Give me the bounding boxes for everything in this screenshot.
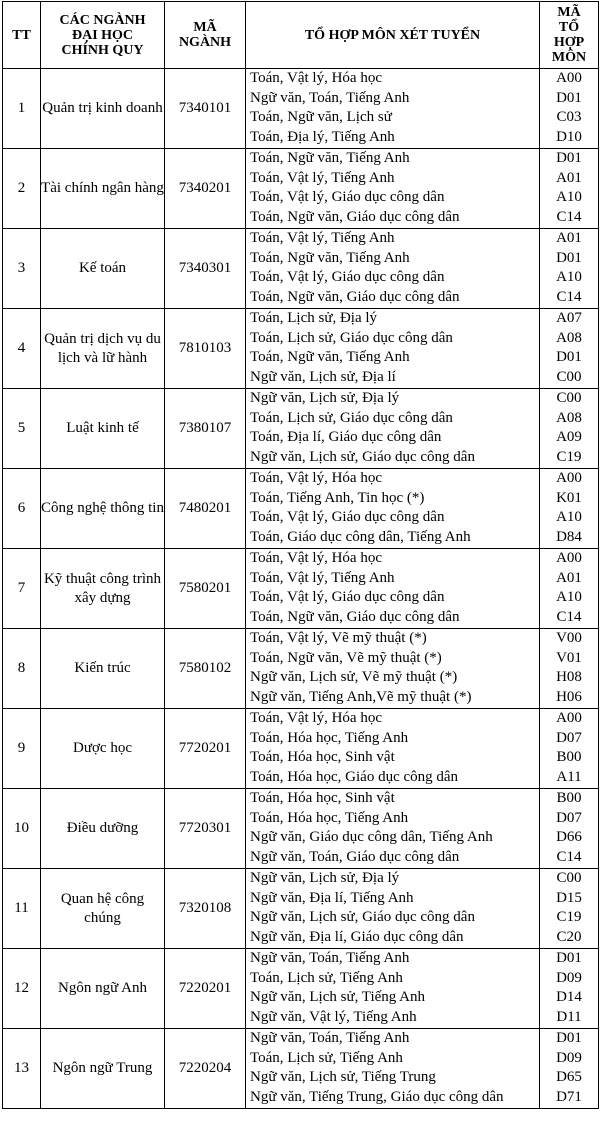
subject-combination: Toán, Vật lý, Tiếng Anh <box>250 169 395 186</box>
subject-combination: Ngữ văn, Giáo dục công dân, Tiếng Anh <box>250 829 493 845</box>
table-row <box>3 69 599 149</box>
subject-combination: Toán, Lịch sử, Tiếng Anh <box>250 969 403 986</box>
combination-code: C14 <box>556 608 582 625</box>
major-code: 7580201 <box>165 549 246 629</box>
subject-combination: Ngữ văn, Lịch sử, Địa lý <box>250 390 400 406</box>
subject-combination-list <box>246 389 540 469</box>
combination-code: A10 <box>556 269 582 285</box>
subject-combination-list <box>246 1029 540 1109</box>
combination-code: D11 <box>556 1008 582 1025</box>
subject-combination: Toán, Lịch sử, Giáo dục công dân <box>250 329 453 346</box>
combination-code-list <box>540 149 599 229</box>
subject-combination: Toán, Lịch sử, Giáo dục công dân <box>250 409 453 426</box>
subject-combination-list <box>246 789 540 869</box>
combination-code: D65 <box>556 1069 582 1085</box>
combination-code: D09 <box>556 1049 582 1066</box>
subject-combination: Ngữ văn, Lịch sử, Giáo dục công dân <box>250 448 475 465</box>
subject-combination: Ngữ văn, Lịch sử, Tiếng Trung <box>250 1069 436 1085</box>
combination-code: B00 <box>556 790 582 806</box>
header-subject-combinations: TỔ HỢP MÔN XÉT TUYỂN <box>246 2 540 69</box>
admissions-table <box>2 1 599 1109</box>
major-name: Công nghệ thông tin <box>41 469 165 549</box>
table-row <box>3 389 599 469</box>
subject-combination: Toán, Vật lý, Giáo dục công dân <box>250 509 445 525</box>
subject-combination: Toán, Giáo dục công dân, Tiếng Anh <box>250 528 471 545</box>
combination-code-list <box>540 309 599 389</box>
subject-combination-list <box>246 949 540 1029</box>
subject-combination: Ngữ văn, Lịch sử, Địa lý <box>250 870 400 886</box>
subject-combination: Ngữ văn, Toán, Giáo dục công dân <box>250 848 460 865</box>
combination-code: A09 <box>556 429 582 445</box>
combination-code: A11 <box>556 768 582 785</box>
major-code: 7580102 <box>165 629 246 709</box>
row-number: 6 <box>3 469 41 549</box>
subject-combination: Ngữ văn, Lịch sử, Giáo dục công dân <box>250 909 475 925</box>
subject-combination-list <box>246 869 540 949</box>
subject-combination: Ngữ văn, Toán, Tiếng Anh <box>250 950 410 966</box>
combination-code: A08 <box>556 329 582 346</box>
header-tt: TT <box>3 2 41 69</box>
combination-code-list <box>540 389 599 469</box>
subject-combination: Toán, Vật lý, Tiếng Anh <box>250 230 395 246</box>
subject-combination: Toán, Vật lý, Hóa học <box>250 710 382 726</box>
combination-code: A01 <box>556 230 582 246</box>
table-row <box>3 1029 599 1109</box>
subject-combination: Ngữ văn, Lịch sử, Tiếng Anh <box>250 989 426 1005</box>
table-row <box>3 549 599 629</box>
combination-code: D71 <box>556 1088 582 1105</box>
major-code: 7340201 <box>165 149 246 229</box>
subject-combination-list <box>246 309 540 389</box>
table-body <box>3 69 599 1109</box>
subject-combination: Toán, Hóa học, Giáo dục công dân <box>250 768 459 785</box>
subject-combination: Toán, Địa lý, Tiếng Anh <box>250 128 395 145</box>
major-code: 7810103 <box>165 309 246 389</box>
subject-combination: Ngữ văn, Lịch sử, Vẽ mỹ thuật (*) <box>250 669 458 685</box>
table-row <box>3 309 599 389</box>
subject-combination: Ngữ văn, Toán, Tiếng Anh <box>250 1030 410 1046</box>
row-number: 12 <box>3 949 41 1029</box>
subject-combination: Ngữ văn, Vật lý, Tiếng Anh <box>250 1008 417 1025</box>
combination-code-list <box>540 549 599 629</box>
combination-code: D07 <box>556 809 582 826</box>
combination-code: C14 <box>556 288 582 305</box>
subject-combination-list <box>246 629 540 709</box>
table-row <box>3 949 599 1029</box>
combination-code-list <box>540 69 599 149</box>
subject-combination: Toán, Hóa học, Tiếng Anh <box>250 809 409 826</box>
subject-combination: Toán, Vật lý, Vẽ mỹ thuật (*) <box>250 630 427 646</box>
subject-combination-list <box>246 549 540 629</box>
major-code: 7340301 <box>165 229 246 309</box>
subject-combination-list <box>246 709 540 789</box>
major-code: 7320108 <box>165 869 246 949</box>
header-row <box>3 2 599 69</box>
row-number: 8 <box>3 629 41 709</box>
combination-code: A01 <box>556 169 582 186</box>
subject-combination: Ngữ văn, Toán, Tiếng Anh <box>250 89 410 106</box>
subject-combination: Toán, Vật lý, Hóa học <box>250 470 382 486</box>
major-code: 7340101 <box>165 69 246 149</box>
table-row <box>3 469 599 549</box>
combination-code: C03 <box>556 109 582 125</box>
major-name: Luật kinh tế <box>41 389 165 469</box>
combination-code-list <box>540 789 599 869</box>
major-name: Tài chính ngân hàng <box>41 149 165 229</box>
subject-combination: Toán, Hóa học, Sinh vật <box>250 749 395 765</box>
row-number: 3 <box>3 229 41 309</box>
major-name: Kiến trúc <box>41 629 165 709</box>
major-name: Quản trị dịch vụ du lịch và lữ hành <box>41 309 165 389</box>
row-number: 4 <box>3 309 41 389</box>
subject-combination: Toán, Ngữ văn, Vẽ mỹ thuật (*) <box>250 649 442 666</box>
subject-combination: Toán, Vật lý, Hóa học <box>250 550 382 566</box>
combination-code: C20 <box>556 928 582 945</box>
subject-combination: Toán, Tiếng Anh, Tin học (*) <box>250 489 425 506</box>
major-name: Điều dưỡng <box>41 789 165 869</box>
combination-code: D66 <box>556 829 582 845</box>
table-row <box>3 709 599 789</box>
subject-combination: Toán, Hóa học, Tiếng Anh <box>250 729 409 746</box>
major-code: 7380107 <box>165 389 246 469</box>
major-name: Quản trị kinh doanh <box>41 69 165 149</box>
combination-code: A00 <box>556 470 582 486</box>
row-number: 2 <box>3 149 41 229</box>
combination-code: A10 <box>556 589 582 605</box>
combination-code: V00 <box>556 630 582 646</box>
subject-combination-list <box>246 69 540 149</box>
combination-code: D14 <box>556 989 582 1005</box>
combination-code: D01 <box>556 349 582 365</box>
row-number: 13 <box>3 1029 41 1109</box>
combination-code: C00 <box>556 368 582 385</box>
combination-code: D09 <box>556 969 582 986</box>
combination-code: C19 <box>556 448 582 465</box>
combination-code: A00 <box>556 70 582 86</box>
subject-combination-list <box>246 229 540 309</box>
subject-combination: Ngữ văn, Địa lí, Giáo dục công dân <box>250 928 464 945</box>
subject-combination: Toán, Lịch sử, Tiếng Anh <box>250 1049 403 1066</box>
row-number: 9 <box>3 709 41 789</box>
combination-code: C00 <box>556 390 582 406</box>
subject-combination: Ngữ văn, Tiếng Anh,Vẽ mỹ thuật (*) <box>250 688 472 705</box>
combination-code: A07 <box>556 310 582 326</box>
combination-code: C14 <box>556 208 582 225</box>
major-name: Kế toán <box>41 229 165 309</box>
combination-code: A00 <box>556 710 582 726</box>
row-number: 10 <box>3 789 41 869</box>
row-number: 11 <box>3 869 41 949</box>
major-name: Dược học <box>41 709 165 789</box>
major-code: 7220201 <box>165 949 246 1029</box>
table-row <box>3 789 599 869</box>
subject-combination: Toán, Ngữ văn, Lịch sử <box>250 109 392 125</box>
subject-combination: Toán, Vật lý, Hóa học <box>250 70 382 86</box>
subject-combination: Toán, Hóa học, Sinh vật <box>250 790 395 806</box>
subject-combination-list <box>246 149 540 229</box>
major-code: 7480201 <box>165 469 246 549</box>
combination-code-list <box>540 869 599 949</box>
major-name: Quan hệ công chúng <box>41 869 165 949</box>
subject-combination: Toán, Ngữ văn, Giáo dục công dân <box>250 288 460 305</box>
combination-code: D01 <box>556 1030 582 1046</box>
subject-combination: Toán, Vật lý, Giáo dục công dân <box>250 589 445 605</box>
header-major-code: MÃ NGÀNH <box>165 2 246 69</box>
subject-combination: Toán, Ngữ văn, Giáo dục công dân <box>250 608 460 625</box>
combination-code: B00 <box>556 749 582 765</box>
header-combination-code: MÃ TỔ HỢP MÔN <box>540 2 599 69</box>
subject-combination: Toán, Lịch sử, Địa lý <box>250 310 378 326</box>
major-name: Ngôn ngữ Anh <box>41 949 165 1029</box>
combination-code-list <box>540 229 599 309</box>
row-number: 1 <box>3 69 41 149</box>
subject-combination: Toán, Ngữ văn, Tiếng Anh <box>250 249 410 266</box>
combination-code: V01 <box>556 649 582 666</box>
combination-code: D84 <box>556 528 582 545</box>
subject-combination: Toán, Ngữ văn, Tiếng Anh <box>250 150 410 166</box>
combination-code: A08 <box>556 409 582 426</box>
major-code: 7720301 <box>165 789 246 869</box>
combination-code: A10 <box>556 509 582 525</box>
combination-code: A01 <box>556 569 582 586</box>
subject-combination: Toán, Ngữ văn, Giáo dục công dân <box>250 208 460 225</box>
subject-combination: Ngữ văn, Địa lí, Tiếng Anh <box>250 889 414 906</box>
combination-code: A00 <box>556 550 582 566</box>
combination-code-list <box>540 1029 599 1109</box>
subject-combination-list <box>246 469 540 549</box>
table-row <box>3 869 599 949</box>
combination-code: D01 <box>556 249 582 266</box>
combination-code: D01 <box>556 150 582 166</box>
combination-code-list <box>540 469 599 549</box>
combination-code: A10 <box>556 189 582 205</box>
major-code: 7720201 <box>165 709 246 789</box>
subject-combination: Toán, Vật lý, Giáo dục công dân <box>250 189 445 205</box>
subject-combination: Ngữ văn, Tiếng Trung, Giáo dục công dân <box>250 1088 504 1105</box>
table-row <box>3 629 599 709</box>
subject-combination: Toán, Địa lí, Giáo dục công dân <box>250 429 442 445</box>
combination-code: C14 <box>556 848 582 865</box>
combination-code: D07 <box>556 729 582 746</box>
combination-code: C19 <box>556 909 582 925</box>
combination-code-list <box>540 949 599 1029</box>
row-number: 5 <box>3 389 41 469</box>
table-row <box>3 149 599 229</box>
row-number: 7 <box>3 549 41 629</box>
combination-code: D01 <box>556 89 582 106</box>
combination-code-list <box>540 629 599 709</box>
combination-code: H08 <box>556 669 582 685</box>
combination-code: H06 <box>556 688 582 705</box>
header-major: CÁC NGÀNH ĐẠI HỌC CHÍNH QUY <box>41 2 165 69</box>
subject-combination: Toán, Vật lý, Giáo dục công dân <box>250 269 445 285</box>
combination-code: D10 <box>556 128 582 145</box>
combination-code: D15 <box>556 889 582 906</box>
combination-code: D01 <box>556 950 582 966</box>
subject-combination: Toán, Ngữ văn, Tiếng Anh <box>250 349 410 365</box>
major-name: Ngôn ngữ Trung <box>41 1029 165 1109</box>
major-code: 7220204 <box>165 1029 246 1109</box>
combination-code: K01 <box>556 489 582 506</box>
major-name: Kỹ thuật công trình xây dựng <box>41 549 165 629</box>
subject-combination: Toán, Vật lý, Tiếng Anh <box>250 569 395 586</box>
combination-code-list <box>540 709 599 789</box>
subject-combination: Ngữ văn, Lịch sử, Địa lí <box>250 368 396 385</box>
table-row <box>3 229 599 309</box>
combination-code: C00 <box>556 870 582 886</box>
